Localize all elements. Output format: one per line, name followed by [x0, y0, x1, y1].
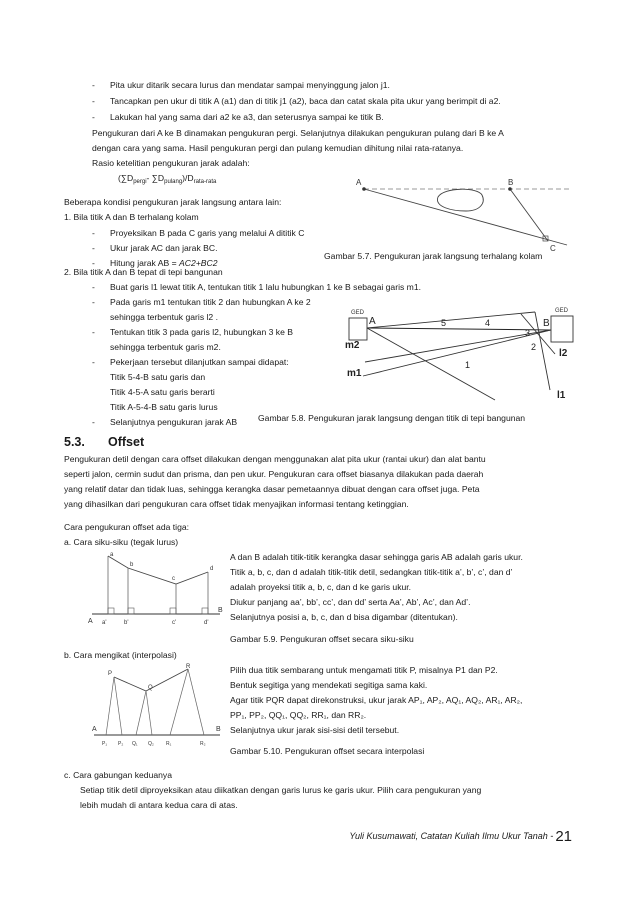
case2-dash: - — [92, 297, 95, 307]
page-footer — [349, 828, 572, 845]
case2-item: Titik A-5-4-B satu garis lurus — [110, 402, 218, 412]
paragraph-line: yang dihasilkan dari pengukuran cara offset tidak menyajikan informasi tentang ketinggian. — [64, 499, 409, 509]
label-a: A — [369, 316, 376, 327]
line-ab — [367, 328, 551, 330]
label-A: A — [88, 618, 93, 625]
label-m1: m1 — [347, 368, 362, 379]
label-ged-right: GED — [555, 308, 569, 314]
tie-qq2 — [146, 691, 152, 735]
case2-item: Selanjutnya pengukuran jarak AB — [110, 417, 238, 427]
label-B: B — [216, 726, 221, 733]
label-r: R — [186, 664, 191, 670]
label-4: 4 — [485, 318, 491, 328]
label-p1: P₁ — [102, 741, 108, 747]
case2-title: 2. Bila titik A dan B tepat di tepi bangunan — [64, 267, 223, 277]
top-list-dash: - — [92, 80, 95, 90]
right-angle-mark — [170, 608, 176, 614]
figure-caption: Gambar 5.8. Pengukuran jarak langsung dengan titik di tepi bangunan — [258, 413, 526, 423]
label-r1: R₁ — [166, 741, 172, 747]
label-a-proj: a' — [102, 620, 107, 626]
section-number: 5.3. — [64, 435, 85, 449]
line-ac — [364, 189, 567, 245]
case2-dash: - — [92, 357, 95, 367]
tie-rr1 — [170, 669, 188, 735]
case2-dash: - — [92, 417, 95, 427]
label-m2: m2 — [345, 340, 360, 351]
cara-intro: Cara pengukuran offset ada tiga: — [64, 522, 190, 532]
tie-qq1 — [136, 691, 146, 735]
label-5: 5 — [441, 318, 447, 328]
label-d: d — [210, 566, 214, 572]
paragraph-line: Pengukuran detil dengan cara offset dilakukan dengan menggunakan alat pita ukur (rantai ukur) dan alat bantu — [64, 454, 486, 464]
figure-caption: Gambar 5.9. Pengukuran offset secara siku-siku — [230, 634, 414, 644]
line-bc — [510, 189, 548, 241]
cara-a-line: Titik a, b, c, dan d adalah titik-titik detil, sedangkan titik-titik a’, b’, c’, dan d’ — [230, 567, 513, 577]
case2-item: sehingga terbentuk garis m2. — [110, 342, 221, 352]
section-title: Offset — [108, 435, 145, 449]
case2-dash: - — [92, 282, 95, 292]
rasio-formula: ($\sum D_{pergi}-$ $\sum D_{pulang})/D_{rata-rata}$ — [118, 173, 217, 185]
cara-c-line: lebih mudah di antara kedua cara di atas. — [80, 800, 238, 810]
figure-5-7 — [352, 175, 582, 255]
cara-c-line: Setiap titik detil diproyeksikan atau diikatkan dengan garis lurus ke garis ukur. Pilih cara pengukuran yang — [80, 785, 482, 795]
case1-item: Hitung jarak AB = AC2+BC2 — [110, 258, 218, 268]
cara-a-title: a. Cara siku-siku (tegak lurus) — [64, 537, 179, 547]
label-b: b — [130, 562, 134, 568]
rasio-label: Rasio ketelitian pengukuran jarak adalah: — [92, 158, 250, 168]
figure-caption: Gambar 5.10. Pengukuran offset secara interpolasi — [230, 746, 425, 756]
label-q1: Q₁ — [132, 741, 138, 747]
label-c: C — [550, 244, 556, 253]
paragraph-line: yang relatif datar dan tidak luas, sehingga kerangka dasar pemetaannya dibuat dengan cara offset juga. Peta — [64, 484, 480, 494]
page-number: 21 — [555, 828, 572, 845]
case1-dash: - — [92, 258, 95, 268]
figure-5-9 — [88, 548, 226, 628]
cara-b-line: Pilih dua titik sembarang untuk mengamati titik P, misalnya P1 dan P2. — [230, 665, 498, 675]
tie-rr2 — [188, 669, 204, 735]
right-angle-mark — [108, 608, 114, 614]
cara-a-line: A dan B adalah titik-titik kerangka dasar sehingga garis AB adalah garis ukur. — [230, 552, 523, 562]
case2-dash: - — [92, 327, 95, 337]
line-m1 — [363, 330, 551, 376]
label-l2: l2 — [559, 348, 568, 359]
paragraph-line: Pengukuran dari A ke B dinamakan pengukuran pergi. Selanjutnya dilakukan pengukuran pulang dari B ke A — [92, 128, 504, 138]
cara-b-line: PP₁, PP₂, QQ₁, QQ₂, RR₁, dan RR₂. — [230, 710, 367, 720]
point-a — [362, 187, 366, 191]
right-angle-mark — [202, 608, 208, 614]
cara-a-line: adalah proyeksi titik a, b, c, dan d ke garis ukur. — [230, 582, 412, 592]
label-a: A — [356, 178, 362, 187]
cara-b-line: Selanjutnya ukur jarak sisi-sisi detil tersebut. — [230, 725, 400, 735]
label-b: B — [543, 318, 550, 329]
line-l2 — [367, 312, 535, 328]
case2-item: Tentukan titik 3 pada garis l2, hubungkan 3 ke B — [110, 327, 293, 337]
detail-line — [108, 556, 208, 584]
figure-5-8 — [345, 298, 585, 404]
paragraph-line: seperti jalon, cermin sudut dan prisma, dan pen ukur. Pengukuran cara offset biasanya dilakukan pada daerah — [64, 469, 484, 479]
cara-b-title: b. Cara mengikat (interpolasi) — [64, 650, 177, 660]
label-1: 1 — [465, 360, 471, 370]
label-q2: Q₂ — [148, 741, 154, 747]
cara-b-line: Bentuk segitiga yang mendekati segitiga sama kaki. — [230, 680, 428, 690]
label-r2: R₂ — [200, 741, 206, 747]
top-list-item: Pita ukur ditarik secara lurus dan mendatar sampai menyinggung jalon j1. — [110, 80, 390, 90]
case1-item: Proyeksikan B pada C garis yang melalui A dititik C — [110, 228, 305, 238]
paragraph-line: dengan cara yang sama. Hasil pengukuran pergi dan pulang kemudian dihitung nilai rata-ratanya. — [92, 143, 464, 153]
point-b — [508, 187, 512, 191]
tie-pp2 — [114, 677, 122, 735]
label-B: B — [218, 607, 223, 614]
case2-item: Titik 4-5-A satu garis berarti — [110, 387, 215, 397]
cara-a-line: Diukur panjang aa’, bb’, cc’, dan dd’ serta Aa’, Ab’, Ac’, dan Ad’. — [230, 597, 471, 607]
label-c-proj: c' — [172, 620, 177, 626]
label-3: 3 — [525, 328, 531, 338]
pond-shape — [437, 189, 483, 211]
label-l1: l1 — [557, 390, 566, 401]
building-right — [551, 316, 573, 342]
label-p2: P₂ — [118, 741, 124, 747]
label-2: 2 — [531, 342, 537, 352]
label-d-proj: d' — [204, 620, 209, 626]
cara-b-line: Agar titik PQR dapat direkonstruksi, ukur jarak AP₁, AP₂, AQ₁, AQ₂, AR₁, AR₂, — [230, 695, 523, 705]
case1-item: Ukur jarak AC dan jarak BC. — [110, 243, 218, 253]
label-ged-left: GED — [351, 310, 365, 316]
line-m2 — [365, 330, 551, 362]
case2-item: sehingga terbentuk garis l2 . — [110, 312, 218, 322]
case2-item: Pekerjaan tersebut dilanjutkan sampai didapat: — [110, 357, 289, 367]
building-left — [349, 318, 367, 340]
case1-dash: - — [92, 228, 95, 238]
case2-item: Buat garis l1 lewat titik A, tentukan titik 1 lalu hubungkan 1 ke B sebagai garis m1. — [110, 282, 421, 292]
figure-caption: Gambar 5.7. Pengukuran jarak langsung terhalang kolam — [324, 251, 543, 261]
case1-dash: - — [92, 243, 95, 253]
label-q: Q — [148, 685, 153, 691]
label-A: A — [92, 726, 97, 733]
label-c: c — [172, 576, 175, 582]
right-angle-mark — [128, 608, 134, 614]
case2-item: Titik 5-4-B satu garis dan — [110, 372, 206, 382]
case1-title: 1. Bila titik A dan B terhalang kolam — [64, 212, 199, 222]
line-l1 — [367, 328, 495, 400]
label-b: B — [508, 178, 514, 187]
top-list-item: Tancapkan pen ukur di titik A (a1) dan di titik j1 (a2), baca dan catat skala pita ukur yang berimpit di a2. — [110, 96, 501, 106]
label-p: P — [108, 671, 113, 677]
figure-5-10 — [90, 663, 224, 753]
label-b-proj: b' — [124, 620, 129, 626]
top-list-dash: - — [92, 112, 95, 122]
cara-c-title: c. Cara gabungan keduanya — [64, 770, 172, 780]
footer-text: Yuli Kusumawati, Catatan Kuliah Ilmu Ukur Tanah - — [349, 831, 554, 841]
kondisi-intro: Beberapa kondisi pengukuran jarak langsung antara lain: — [64, 197, 282, 207]
top-list-dash: - — [92, 96, 95, 106]
tie-pp1 — [106, 677, 114, 735]
case2-item: Pada garis m1 tentukan titik 2 dan hubungkan A ke 2 — [110, 297, 311, 307]
label-a: a — [110, 552, 114, 558]
cara-a-line: Selanjutnya posisi a, b, c, dan d bisa digambar (ditentukan). — [230, 612, 458, 622]
top-list-item: Lakukan hal yang sama dari a2 ke a3, dan seterusnya sampai ke titik B. — [110, 112, 384, 122]
